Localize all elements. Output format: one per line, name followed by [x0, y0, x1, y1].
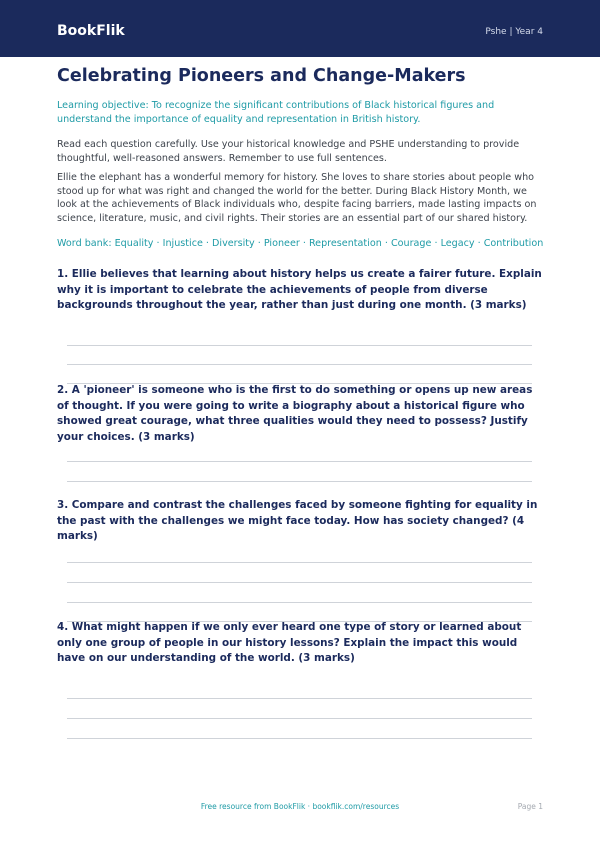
answer-line[interactable]: [67, 562, 532, 563]
footer-resource-link[interactable]: Free resource from BookFlik · bookflik.com/resources: [200, 802, 400, 811]
brand-logo[interactable]: BookFlik: [57, 23, 125, 39]
answer-line[interactable]: [67, 461, 532, 462]
answer-line[interactable]: [67, 582, 532, 583]
answer-line[interactable]: [67, 698, 532, 699]
question-2: 2. A 'pioneer' is someone who is the first to do something or opens up new areas of thought. If you were going to write a biography about a historical figure who showed great courage, what three qualities would they need to possess? Justify your choices. (3 marks): [57, 384, 533, 443]
question-4: 4. What might happen if we only ever heard one type of story or learned about only one group of people in our history lessons? Explain the impact this would have on our understanding of the world. (3 marks): [57, 621, 522, 664]
header-bar: [0, 0, 600, 57]
page-title: Celebrating Pioneers and Change-Makers: [57, 66, 466, 86]
answer-line[interactable]: [67, 718, 532, 719]
answer-line[interactable]: [67, 738, 532, 739]
question-1: 1. Ellie believes that learning about history helps us create a fairer future. Explain why it is important to celebrate the achievements of people from diverse backgrounds throughout the year, rather than just during one month. (3 marks): [57, 268, 542, 311]
question-3: 3. Compare and contrast the challenges faced by someone fighting for equality in the past with the challenges we might face today. How has society changed? (4 marks): [57, 499, 538, 542]
page-number: Page 1: [517, 802, 543, 811]
answer-line[interactable]: [67, 481, 532, 482]
subject-year-label: Pshe | Year 4: [485, 27, 543, 37]
intro-paragraph: Ellie the elephant has a wonderful memory for history. She loves to share stories about people who stood up for what was right and changed the world for the better. During Black History Month, we look at the achievements of Black individuals who, despite facing barriers, made lasting impacts on science, literature, music, and civil rights. Their stories are an essential part of our shared history.: [57, 172, 537, 224]
answer-line[interactable]: [67, 345, 532, 346]
word-bank: Word bank: Equality · Injustice · Diversity · Pioneer · Representation · Courage · Legacy · Contribution: [57, 238, 544, 249]
learning-objective: Learning objective: To recognize the significant contributions of Black historical figures and understand the importance of equality and representation in British history.: [57, 100, 495, 125]
answer-line[interactable]: [67, 364, 532, 365]
answer-line[interactable]: [67, 602, 532, 603]
instructions-paragraph: Read each question carefully. Use your historical knowledge and PSHE understanding to provide thoughtful, well-reasoned answers. Remember to use full sentences.: [57, 139, 520, 164]
